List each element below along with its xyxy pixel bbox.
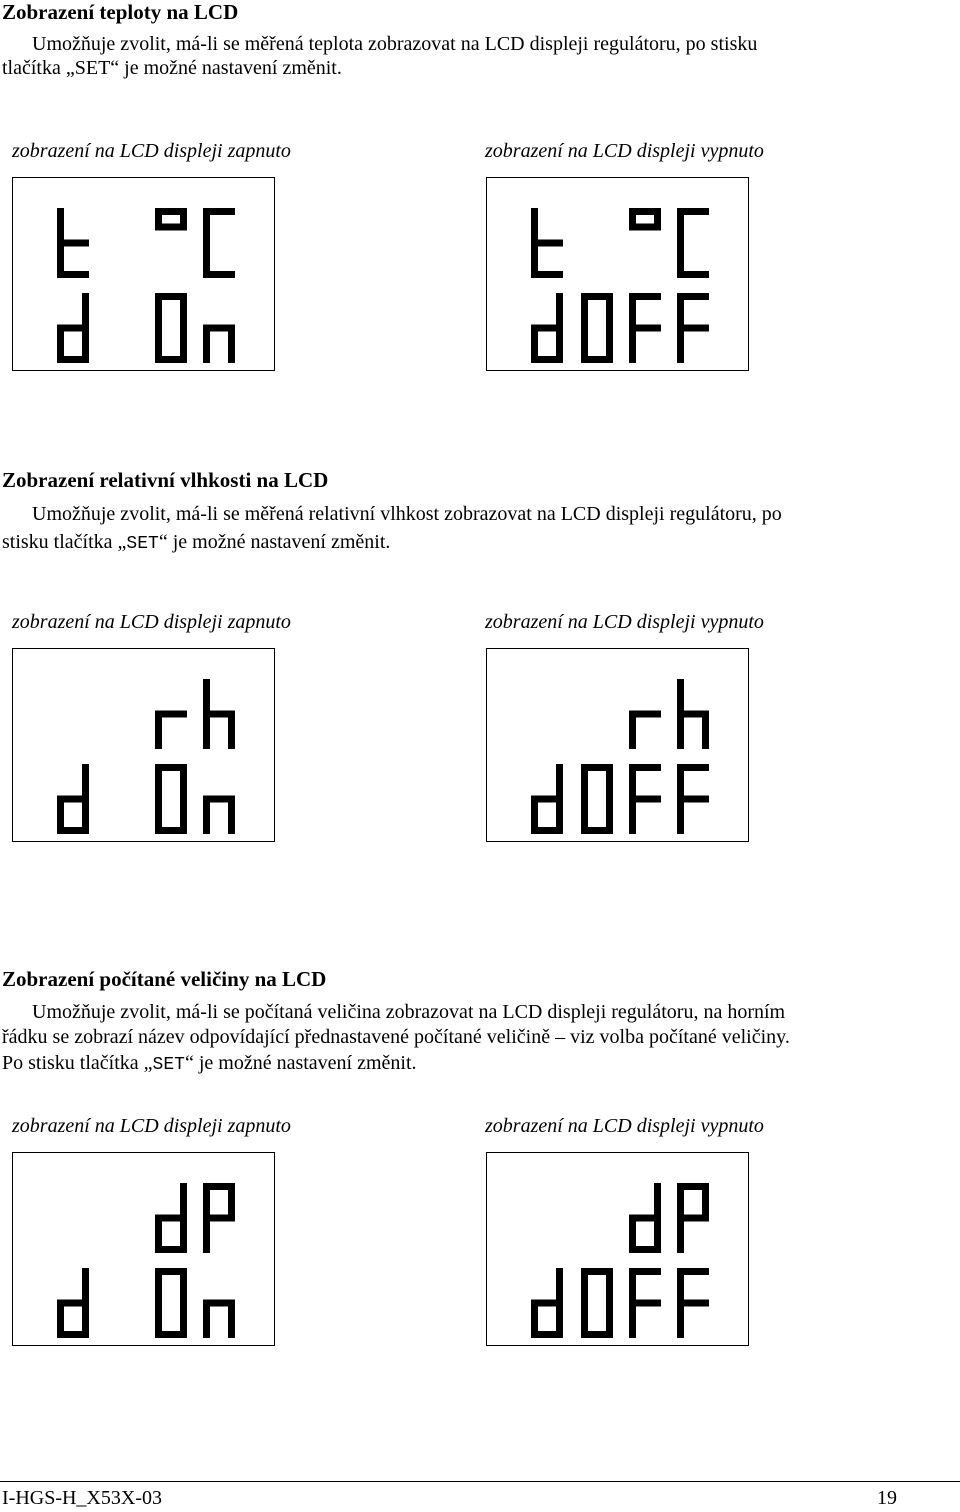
body-text: “ je možné nastavení změnit. [158,531,391,553]
lcd-display-on [12,177,275,371]
body-text: Po stisku tlačítka „ [2,1052,153,1074]
section-body-line: Umožňuje zvolit, má-li se měřená teplota zobrazovat na LCD displeji regulátoru, po stisku [32,33,758,55]
lcd-segment [677,1268,684,1303]
lcd-segment [629,1300,661,1307]
lcd-segment [228,328,235,363]
section-body-line: Umožňuje zvolit, má-li se měřená relativní vlhkost zobrazovat na LCD displeji regulátoru, po [32,503,782,525]
lcd-segment [654,1183,661,1218]
lcd-segment [82,293,89,328]
lcd-segment [629,1268,636,1303]
lcd-segment [677,1303,684,1338]
section-body-line: tlačítka „SET“ je možné nastavení změnit. [2,57,342,79]
lcd-segment [531,328,538,363]
lcd-segment [581,1303,588,1338]
lcd-segment [228,1303,235,1338]
lcd-segment [180,764,187,799]
lcd-segment [155,1303,162,1338]
set-button-label: SET [126,534,159,554]
lcd-segment [677,714,684,749]
lcd-segment [629,714,636,749]
lcd-segment [203,1300,235,1307]
lcd-segment [629,796,661,803]
lcd-segment [677,1215,709,1222]
lcd-segment [228,1183,235,1218]
lcd-segment [677,796,709,803]
lcd-segment [702,1183,709,1218]
lcd-segment [57,1300,89,1307]
lcd-segment [677,679,684,714]
lcd-segment [155,293,162,328]
lcd-segments [13,1153,276,1347]
lcd-segment [531,325,563,332]
lcd-segment [677,293,684,328]
caption-on: zobrazení na LCD displeji zapnuto [12,611,291,633]
set-button-label: SET [152,1055,185,1075]
lcd-segment [155,328,162,363]
lcd-segment [203,325,235,332]
section-body-line [2,530,390,556]
lcd-segment [677,1218,684,1253]
lcd-segment [629,1303,636,1338]
lcd-display-off [486,1152,749,1346]
section-title: Zobrazení teploty na LCD [2,0,239,24]
body-text: “ je možné nastavení změnit. [184,1052,417,1074]
lcd-segment [702,714,709,749]
lcd-segment [629,1215,661,1222]
lcd-segment [155,1218,162,1253]
lcd-segments [487,178,750,372]
lcd-segment [57,325,89,332]
lcd-segment [203,679,210,714]
lcd-segment [203,796,235,803]
lcd-segment [57,271,89,278]
lcd-segment [180,293,187,328]
lcd-segment [606,764,613,799]
section-title: Zobrazení relativní vlhkosti na LCD [2,468,329,492]
lcd-segment [203,1183,210,1218]
lcd-segment [606,1268,613,1303]
lcd-segment [57,208,64,243]
lcd-segments [13,178,276,372]
lcd-segments [487,649,750,843]
lcd-segment [228,714,235,749]
lcd-segment [57,799,64,834]
lcd-segment [82,1268,89,1303]
lcd-segment [677,764,684,799]
lcd-segment [677,325,709,332]
lcd-display-on [12,648,275,842]
footer-rule [0,1481,960,1482]
lcd-segment [155,764,162,799]
lcd-segment [629,208,636,227]
lcd-segment [203,1218,210,1253]
lcd-segment [581,764,588,799]
lcd-segment [677,208,684,243]
lcd-segment [581,293,588,328]
lcd-segment [531,208,538,243]
lcd-segment [677,271,709,278]
lcd-display-on [12,1152,275,1346]
caption-on: zobrazení na LCD displeji zapnuto [12,140,291,162]
lcd-segment [677,799,684,834]
lcd-segments [13,649,276,843]
section-body-line: Umožňuje zvolit, má-li se počítaná veličina zobrazovat na LCD displeji regulátoru, na horním [32,1001,786,1023]
lcd-segment [155,1268,162,1303]
lcd-segment [531,271,563,278]
lcd-display-off [486,648,749,842]
lcd-segment [531,796,563,803]
lcd-segment [556,293,563,328]
lcd-segment [82,764,89,799]
lcd-segment [155,799,162,834]
section-body-line [2,1051,417,1077]
lcd-segment [629,293,636,328]
lcd-segment [531,799,538,834]
section-title: Zobrazení počítané veličiny na LCD [2,967,327,991]
lcd-segment [155,208,162,227]
lcd-segment [629,764,636,799]
lcd-segment [556,1268,563,1303]
lcd-segment [203,271,235,278]
lcd-segment [155,1215,187,1222]
lcd-segment [203,328,210,363]
lcd-segment [677,328,684,363]
lcd-segment [556,764,563,799]
lcd-segment [677,1183,684,1218]
lcd-segment [629,328,636,363]
lcd-segment [57,1303,64,1338]
section-body-line: řádku se zobrazí název odpovídající přednastavené počítané veličině – viz volba počítané veličiny. [2,1026,790,1048]
lcd-segment [203,799,210,834]
footer-doc-id: I-HGS-H_X53X-03 [2,1487,162,1509]
lcd-segment [677,1300,709,1307]
lcd-segment [581,1268,588,1303]
page-number: 19 [877,1487,897,1509]
lcd-segment [629,711,661,718]
lcd-segment [629,799,636,834]
lcd-segment [228,799,235,834]
lcd-segment [531,1303,538,1338]
lcd-segment [629,325,661,332]
lcd-segment [203,208,210,243]
lcd-segment [629,1218,636,1253]
lcd-segment [581,328,588,363]
caption-on: zobrazení na LCD displeji zapnuto [12,1115,291,1137]
lcd-segment [180,1268,187,1303]
lcd-segment [203,1215,235,1222]
body-text: stisku tlačítka „ [2,531,127,553]
lcd-segment [57,796,89,803]
caption-off: zobrazení na LCD displeji vypnuto [485,140,764,162]
lcd-display-off [486,177,749,371]
lcd-segment [155,714,162,749]
lcd-segment [57,328,64,363]
caption-off: zobrazení na LCD displeji vypnuto [485,611,764,633]
lcd-segment [155,711,187,718]
lcd-segment [531,1300,563,1307]
caption-off: zobrazení na LCD displeji vypnuto [485,1115,764,1137]
lcd-segment [581,799,588,834]
lcd-segment [180,1183,187,1218]
lcd-segment [203,1303,210,1338]
lcd-segment [203,714,210,749]
lcd-segment [606,293,613,328]
lcd-segments [487,1153,750,1347]
